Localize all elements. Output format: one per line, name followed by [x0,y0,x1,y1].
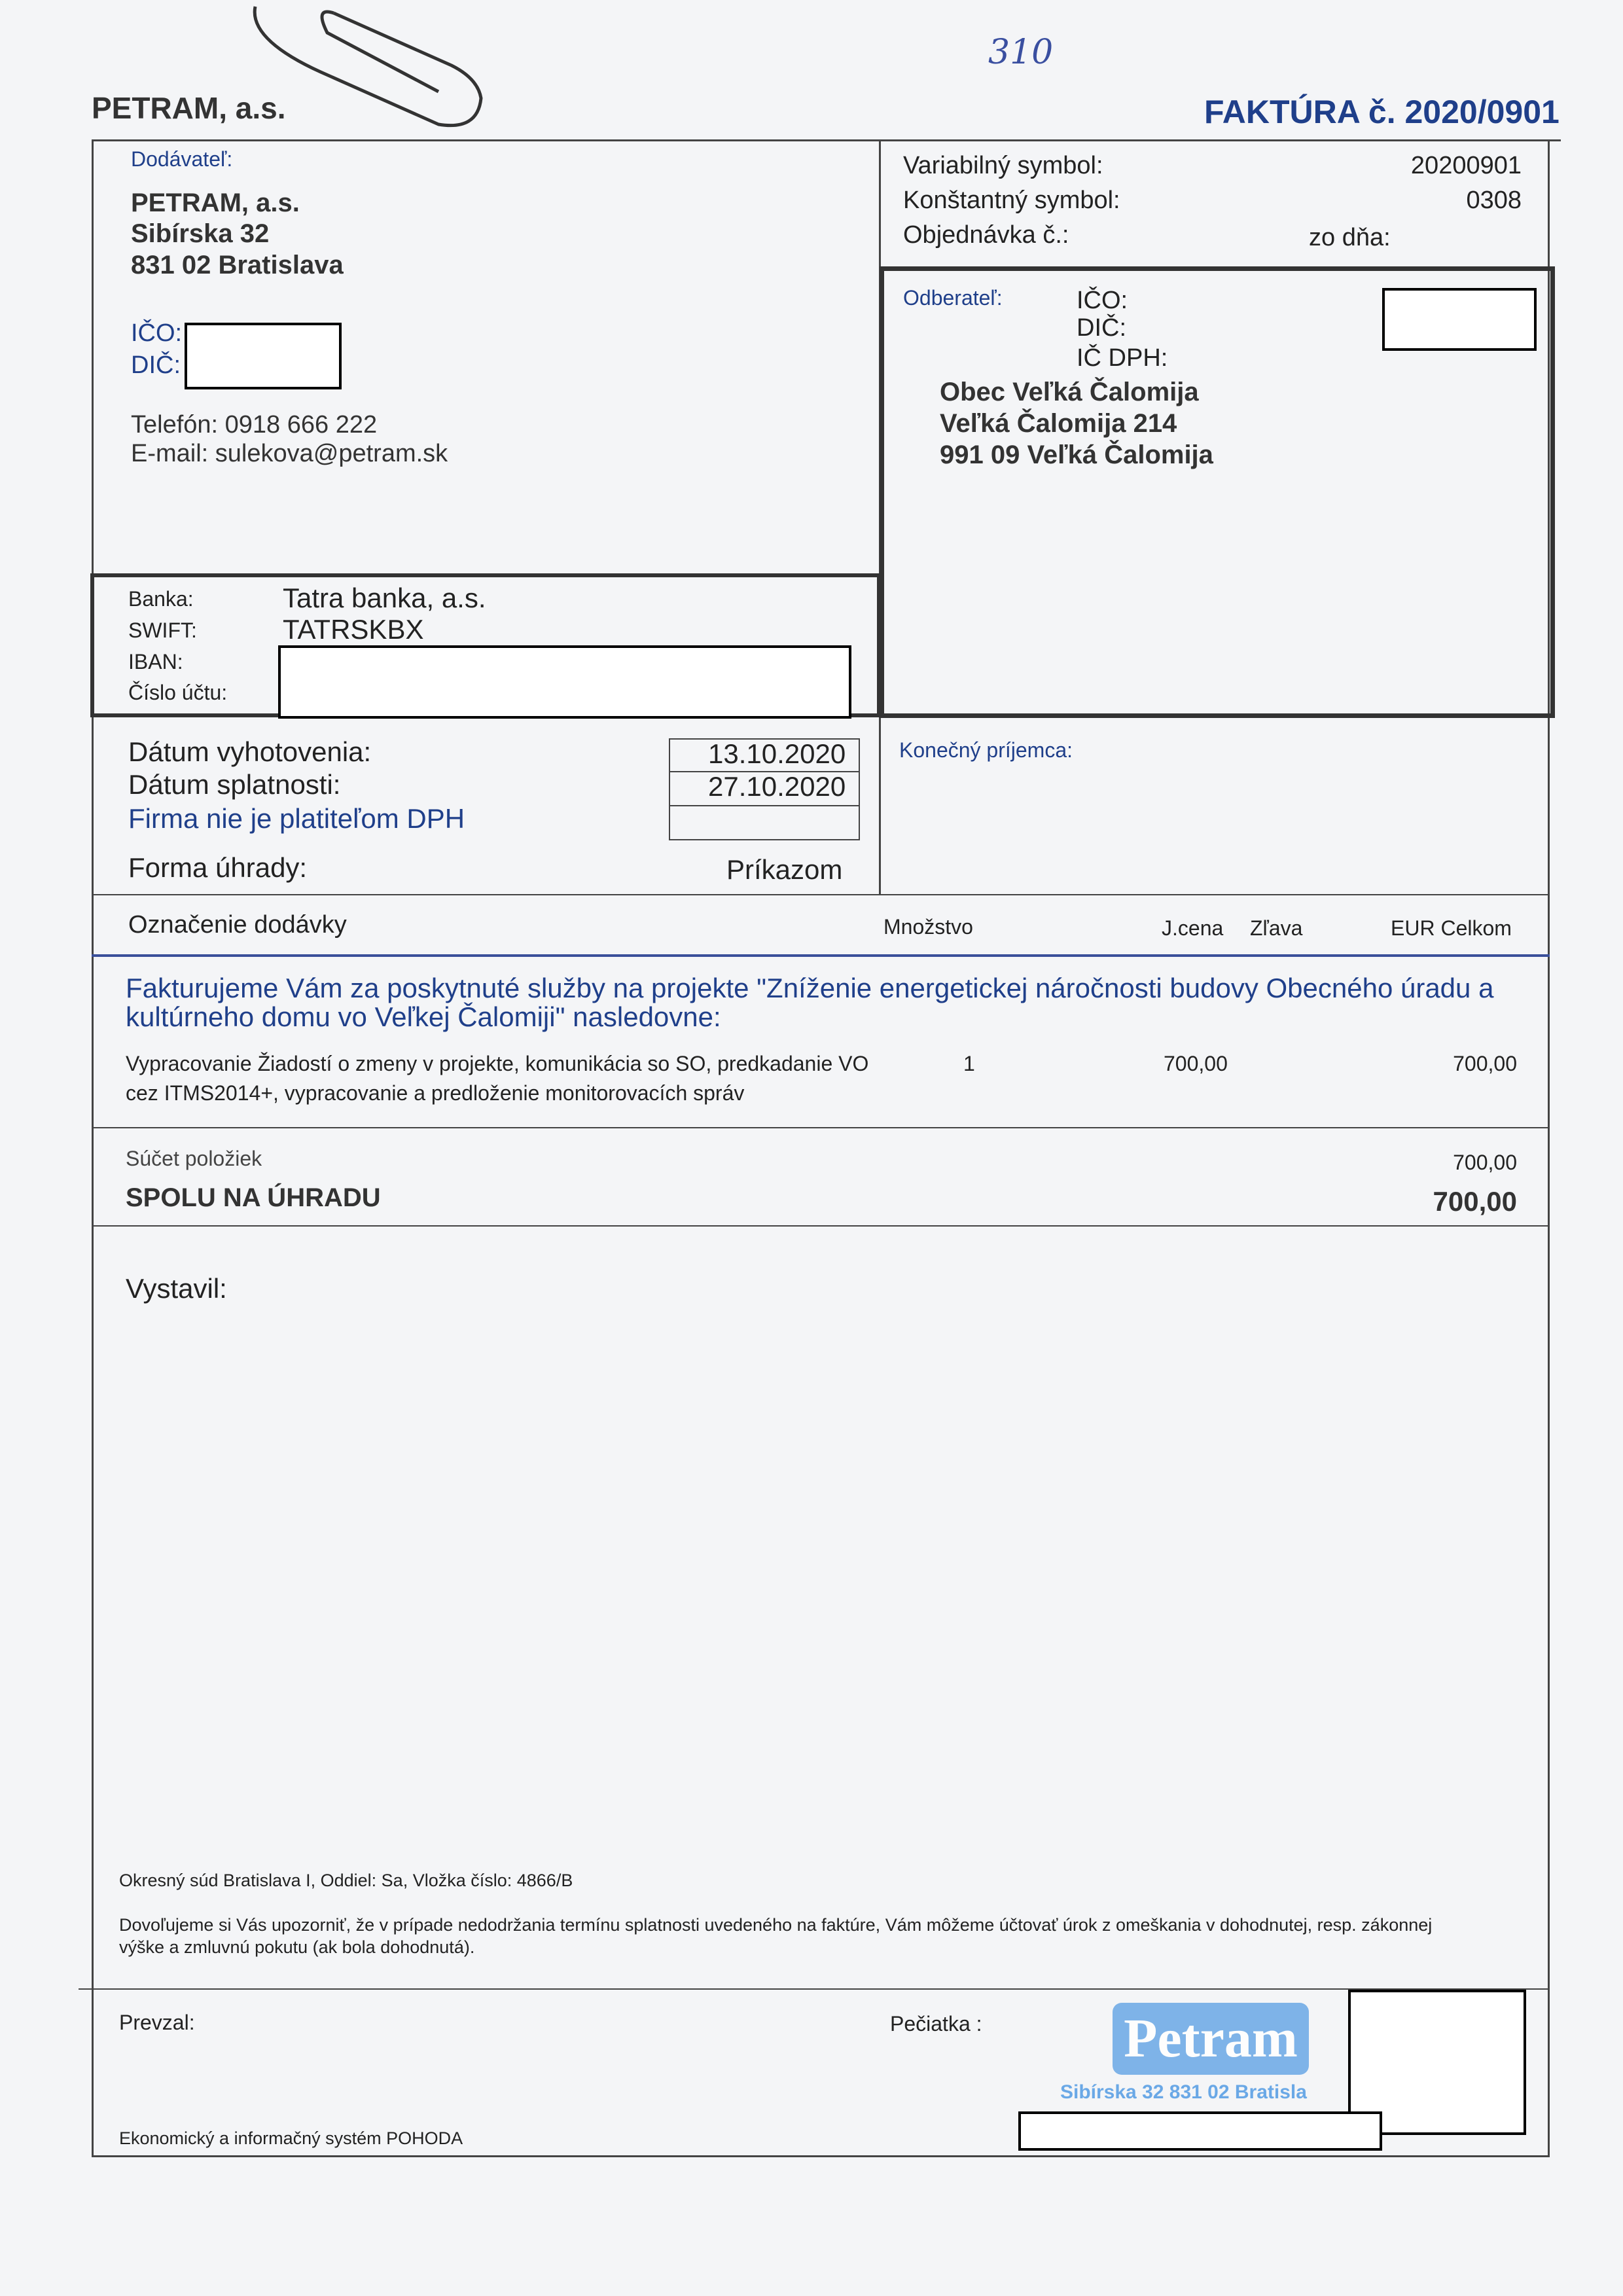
accounting-system: Ekonomický a informačný systém POHODA [119,2128,463,2148]
bank-label: Banka: [128,587,194,611]
stamp-address: Sibírska 32 831 02 Bratisla [1060,2081,1307,2103]
order-date-label: zo dňa: [1309,224,1391,251]
company-header: PETRAM, a.s. [92,91,286,125]
redacted-account [278,645,851,719]
variable-symbol-value: 20200901 [1410,152,1522,179]
redacted-supplier-ids [185,323,342,389]
col-description: Označenie dodávky [128,911,347,939]
received-by-label: Prevzal: [119,2011,195,2034]
payment-value: Príkazom [726,854,843,885]
col-discount: Zľava [1250,916,1303,940]
iban-label: IBAN: [128,650,183,673]
due-date-label: Dátum splatnosti: [128,769,341,800]
company-stamp: Petram [1113,2003,1309,2075]
variable-symbol-label: Variabilný symbol: [903,152,1103,179]
handwritten-note: 310 [988,33,1054,72]
invoice-title: FAKTÚRA č. 2020/0901 [1204,94,1560,130]
supplier-name: PETRAM, a.s. [131,188,300,217]
issue-date-label: Dátum vyhotovenia: [128,736,372,767]
customer-dic-label: DIČ: [1077,314,1126,342]
total-due-value: 700,00 [1433,1186,1517,1217]
recipient-label: Konečný príjemca: [899,738,1073,762]
customer-ico-label: IČO: [1077,287,1128,314]
swift-value: TATRSKBX [283,614,424,645]
late-payment-notice-1: Dovoľujeme si Vás upozorniť, že v prípade nedodržania termínu splatnosti uvedeného na faktúre, Vám môžeme účtovať úrok z omeškania v dohodnutej, resp. zákonnej [119,1915,1433,1935]
supplier-ico-label: IČO: [131,319,183,347]
issue-date-value: 13.10.2020 [708,738,846,769]
due-date-value: 27.10.2020 [708,771,846,802]
intro-line-1: Fakturujeme Vám za poskytnuté služby na projekte "Zníženie energetickej náročnosti budovy Obecného úradu a [126,973,1494,1003]
constant-symbol-value: 0308 [1466,187,1522,214]
col-unit-price: J.cena [1162,916,1224,940]
redacted-customer-ids [1382,288,1537,351]
col-total: EUR Celkom [1391,916,1512,940]
issued-by-label: Vystavil: [126,1273,227,1304]
late-payment-notice-2: výške a zmluvnú pokutu (ak bola dohodnutá). [119,1937,475,1957]
order-label: Objednávka č.: [903,221,1069,249]
customer-label: Odberateľ: [903,286,1003,310]
intro-line-2: kultúrneho domu vo Veľkej Čalomiji" nasledovne: [126,1001,721,1032]
item-description-2: cez ITMS2014+, vypracovanie a predloženie monitorovacích správ [126,1081,745,1105]
supplier-street: Sibírska 32 [131,219,270,248]
customer-city: 991 09 Veľká Čalomija [940,440,1213,469]
item-total: 700,00 [1453,1052,1517,1075]
bank-value: Tatra banka, a.s. [283,583,486,613]
stamp-label: Pečiatka : [890,2012,982,2036]
total-due-label: SPOLU NA ÚHRADU [126,1183,381,1212]
supplier-email: E-mail: sulekova@petram.sk [131,440,448,467]
item-quantity: 1 [963,1052,975,1075]
supplier-label: Dodávateľ: [131,147,233,171]
supplier-city: 831 02 Bratislava [131,251,344,279]
col-quantity: Množstvo [883,915,973,939]
constant-symbol-label: Konštantný symbol: [903,187,1120,214]
item-description-1: Vypracovanie Žiadostí o zmeny v projekte, komunikácia so SO, predkadanie VO [126,1052,869,1075]
payment-label: Forma úhrady: [128,852,308,883]
customer-name: Obec Veľká Čalomija [940,378,1199,406]
customer-street: Veľká Čalomija 214 [940,409,1177,438]
court-registration: Okresný súd Bratislava I, Oddiel: Sa, Vložka číslo: 4866/B [119,1871,573,1890]
supplier-dic-label: DIČ: [131,351,181,379]
sum-value: 700,00 [1453,1151,1517,1174]
swift-label: SWIFT: [128,619,197,642]
account-label: Číslo účtu: [128,681,228,704]
item-unit-price: 700,00 [1164,1052,1228,1075]
redacted-stamp-strip [1018,2111,1382,2151]
vat-note: Firma nie je platiteľom DPH [128,803,465,834]
supplier-phone: Telefón: 0918 666 222 [131,411,378,439]
sum-label: Súčet položiek [126,1147,262,1170]
customer-icdph-label: IČ DPH: [1077,344,1168,372]
